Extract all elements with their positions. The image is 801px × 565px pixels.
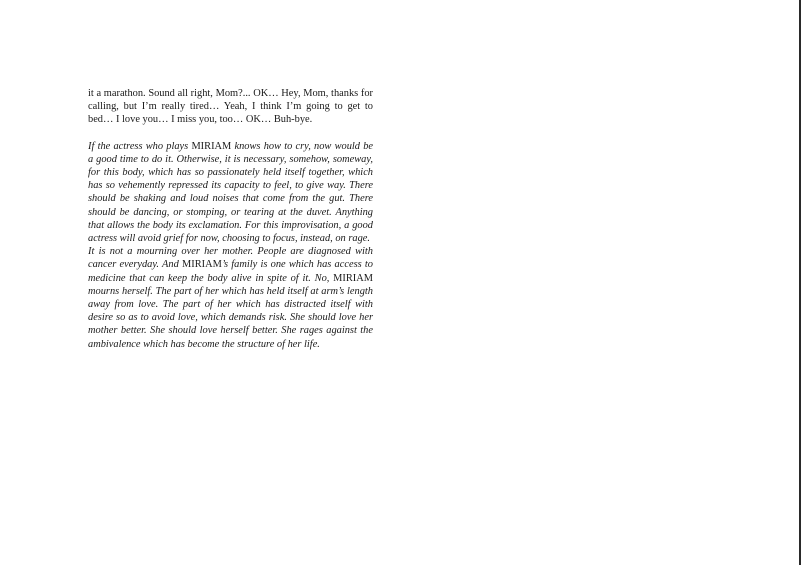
stage-direction-paragraph	[88, 245, 373, 351]
direction-text: ’s family is one which has access to medicine that can keep the body alive in spite of it. No,	[88, 259, 373, 284]
direction-text: If the actress who plays	[88, 140, 192, 152]
stage-direction-paragraph	[88, 140, 373, 246]
character-name: MIRIAM	[182, 259, 222, 271]
dialogue-paragraph: it a marathon. Sound all right, Mom?... OK… Hey, Mom, thanks for calling, but I’m really tired… Yeah, I think I’m going to get to bed… I love you… I miss you, too… OK… Buh-bye.	[88, 88, 373, 126]
direction-text: knows how to cry, now would be a good time to do it. Otherwise, it is necessary, somehow, someway, for this body, which has so passionately held itself together, which has so vehemently repressed its capacity to feel, to give way. There should be shaking and loud noises that come from the gut. There should be dancing, or stomping, or tearing at the duvet. Anything that allows the body its exclamation. For this improvisation, a good actress will avoid grief for now, choosing to focus, instead, on rage.	[88, 140, 373, 245]
direction-text: mourns herself. The part of her which has held itself at arm’s length away from love. The part of her which has distracted itself with desire so as to avoid love, which demands risk. She should love her mother better. She should love herself better. She rages against the ambivalence which has become the structure of her life.	[88, 285, 373, 350]
character-name: MIRIAM	[333, 272, 373, 284]
script-text-column	[88, 87, 373, 351]
direction-text: It is not a mourning over her mother. People are diagnosed with cancer everyday. And	[88, 246, 373, 271]
character-name: MIRIAM	[191, 140, 232, 152]
